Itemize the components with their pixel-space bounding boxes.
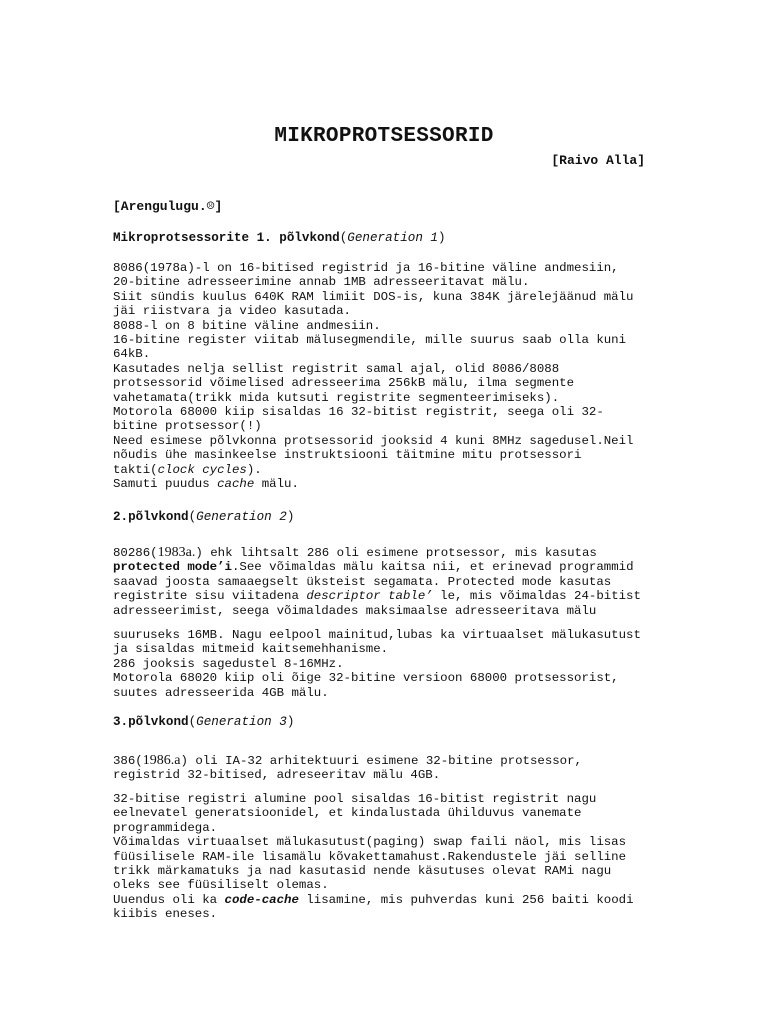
- gen2-heading-title: 2.põlvkond: [113, 510, 189, 524]
- gen2-heading-paren-close: ): [286, 510, 295, 524]
- gen1-line: Motorola 68000 kiip sisaldas 16 32-bitist registrit, seega oli 32-: [113, 405, 604, 420]
- gen3-line: Võimaldas virtuaalset mälukasutust(paging) swap faili näol, mis lisas: [113, 835, 627, 850]
- gen2-line: adresseerimist, seega võimaldades maksimaalse adresseeritava mälu: [113, 603, 597, 618]
- gen1-heading-paren-open: (: [339, 231, 348, 245]
- gen3-line: füüsilisele RAM-ile lisamälu kõvakettamahust.Rakendustele jäi selline: [113, 849, 627, 864]
- gen1-line-cache: [113, 477, 673, 491]
- gen2-line: [113, 546, 673, 560]
- gen2-line: saavad joosta samaaegselt üksteist segamata. Protected mode kasutas: [113, 574, 612, 589]
- gen1-cache-end: mälu.: [254, 477, 299, 492]
- gen3-line: kiibis eneses.: [113, 907, 218, 922]
- document-title: MIKROPROTSESSORID: [274, 125, 494, 148]
- gen3-year: 1986.a: [142, 753, 181, 768]
- section-heading: [Arengulugu.☹]: [113, 199, 223, 214]
- gen1-clock-cycles: clock cycles: [157, 462, 247, 477]
- gen1-line: Need esimese põlvkonna protsessorid jooksid 4 kuni 8MHz sagedusel.Neil: [113, 433, 634, 448]
- gen3-paragraph-a: [113, 754, 673, 783]
- gen2-l2-rest: .See võimaldas mälu kaitsa nii, et erinevad programmid: [231, 560, 634, 575]
- gen2-heading-paren-open: (: [188, 510, 197, 524]
- gen2-l4-text: registrite sisu viitadena: [113, 589, 307, 604]
- gen3-line: registrid 32-bitised, adreseeritav mälu 4GB.: [113, 768, 441, 783]
- gen2-l1-rest: ) ehk lihtsalt 286 oli esimene protsessor, mis kasutas: [195, 546, 597, 560]
- gen2-line: [113, 589, 673, 603]
- gen2-l1-text: 80286(: [113, 546, 158, 560]
- gen3-last-rest: lisamine, mis puhverdas kuni 256 baiti koodi: [298, 892, 634, 907]
- gen1-cache-word: cache: [217, 477, 255, 492]
- gen1-line-takt: [113, 463, 673, 477]
- gen1-line: Kasutades nelja sellist registrit samal ajal, olid 8086/8088: [113, 361, 560, 376]
- gen3-line: oleks see füüsiliselt olemas.: [113, 878, 329, 893]
- gen3-heading-paren-open: (: [188, 715, 197, 729]
- gen2-line: [113, 560, 673, 574]
- gen2-descriptor-table: descriptor table’: [306, 589, 433, 604]
- gen1-line: 64kB.: [113, 347, 151, 362]
- gen1-line: 8086(1978a)-l on 16-bitised registrid ja 16-bitine väline andmesiin,: [113, 261, 619, 275]
- gen3-l1-text: 386(: [113, 754, 143, 768]
- gen3-line: [113, 893, 673, 907]
- gen3-heading-english: Generation 3: [196, 715, 287, 729]
- gen1-takt-end: ).: [246, 462, 262, 477]
- gen3-line: programmidega.: [113, 820, 218, 835]
- gen2-year: 1983a.: [157, 545, 196, 560]
- gen2-paragraph-b: [113, 628, 673, 700]
- gen3-last-text: Uuendus oli ka: [113, 892, 225, 907]
- gen3-heading: [113, 715, 294, 729]
- gen3-line: 32-bitise registri alumine pool sisaldas 16-bitist registrit nagu: [113, 792, 597, 806]
- gen1-line: 8088-l on 8 bitine väline andmesiin.: [113, 318, 381, 333]
- gen1-line: 20-bitine adresseerimine annab 1MB adresseeritavat mälu.: [113, 275, 530, 290]
- gen1-line: vahetamata(trikk mida kutsuti registrite segmenteerimiseks).: [113, 390, 560, 405]
- gen1-line: Siit sündis kuulus 640K RAM limiit DOS-is, kuna 384K järelejäänud mälu: [113, 289, 634, 304]
- gen3-paragraph-b: [113, 792, 673, 922]
- gen2-heading: [113, 510, 294, 524]
- gen2-paragraph-a: [113, 546, 673, 618]
- gen1-line: protsessorid võimelised adresseerima 256kB mälu, ilma segmente: [113, 376, 575, 391]
- gen1-line: nõudis ühe masinkeelse instruktsiooni täitmine mitu protsessori: [113, 448, 582, 463]
- gen1-heading-title: Mikroprotsessorite 1. põlvkond: [113, 231, 340, 245]
- gen3-line: eelnevatel generatsioonidel, et kindalustada ühilduvus vanemate: [113, 806, 582, 821]
- gen1-heading-english: Generation 1: [347, 231, 438, 245]
- author-name: [Raivo Alla]: [551, 153, 645, 168]
- gen1-takt-text: takti(: [113, 462, 158, 477]
- gen2-line: suutes adresseerida 4GB mälu.: [113, 685, 329, 700]
- gen3-l1-rest: ) oli IA-32 arhitektuuri esimene 32-bitine protsessor,: [180, 754, 582, 768]
- gen3-line: trikk märkamatuks ja nad kasutasid nende käsutuses olevat RAMi nagu: [113, 864, 612, 879]
- gen1-heading: [113, 231, 446, 245]
- gen1-line: jäi riistvara ja video kasutada.: [113, 304, 351, 319]
- gen3-line: [113, 754, 673, 768]
- gen2-heading-english: Generation 2: [196, 510, 287, 524]
- gen2-protected-mode: protected mode’i: [113, 560, 232, 575]
- gen3-heading-title: 3.põlvkond: [113, 715, 189, 729]
- gen1-paragraph: [113, 261, 673, 492]
- gen1-heading-paren-close: ): [438, 231, 446, 245]
- gen2-line: Motorola 68020 kiip oli õige 32-bitine versioon 68000 protsessorist,: [113, 671, 619, 686]
- gen1-cache-text: Samuti puudus: [113, 477, 218, 492]
- gen1-line: 16-bitine register viitab mälusegmendile, mille suurus saab olla kuni: [113, 333, 627, 348]
- gen3-heading-paren-close: ): [286, 715, 295, 729]
- gen2-line: ja sisaldas mitmeid kaitsemehhanisme.: [113, 642, 389, 657]
- gen2-line: 286 jooksis sagedustel 8-16MHz.: [113, 656, 344, 671]
- gen1-line: bitine protsessor(!): [113, 419, 262, 434]
- gen2-line: suuruseks 16MB. Nagu eelpool mainitud,lubas ka virtuaalset mälukasutust: [113, 628, 641, 642]
- gen2-l4-rest: le, mis võimaldas 24-bitist: [432, 589, 641, 604]
- gen3-code-cache: code-cache: [224, 892, 299, 907]
